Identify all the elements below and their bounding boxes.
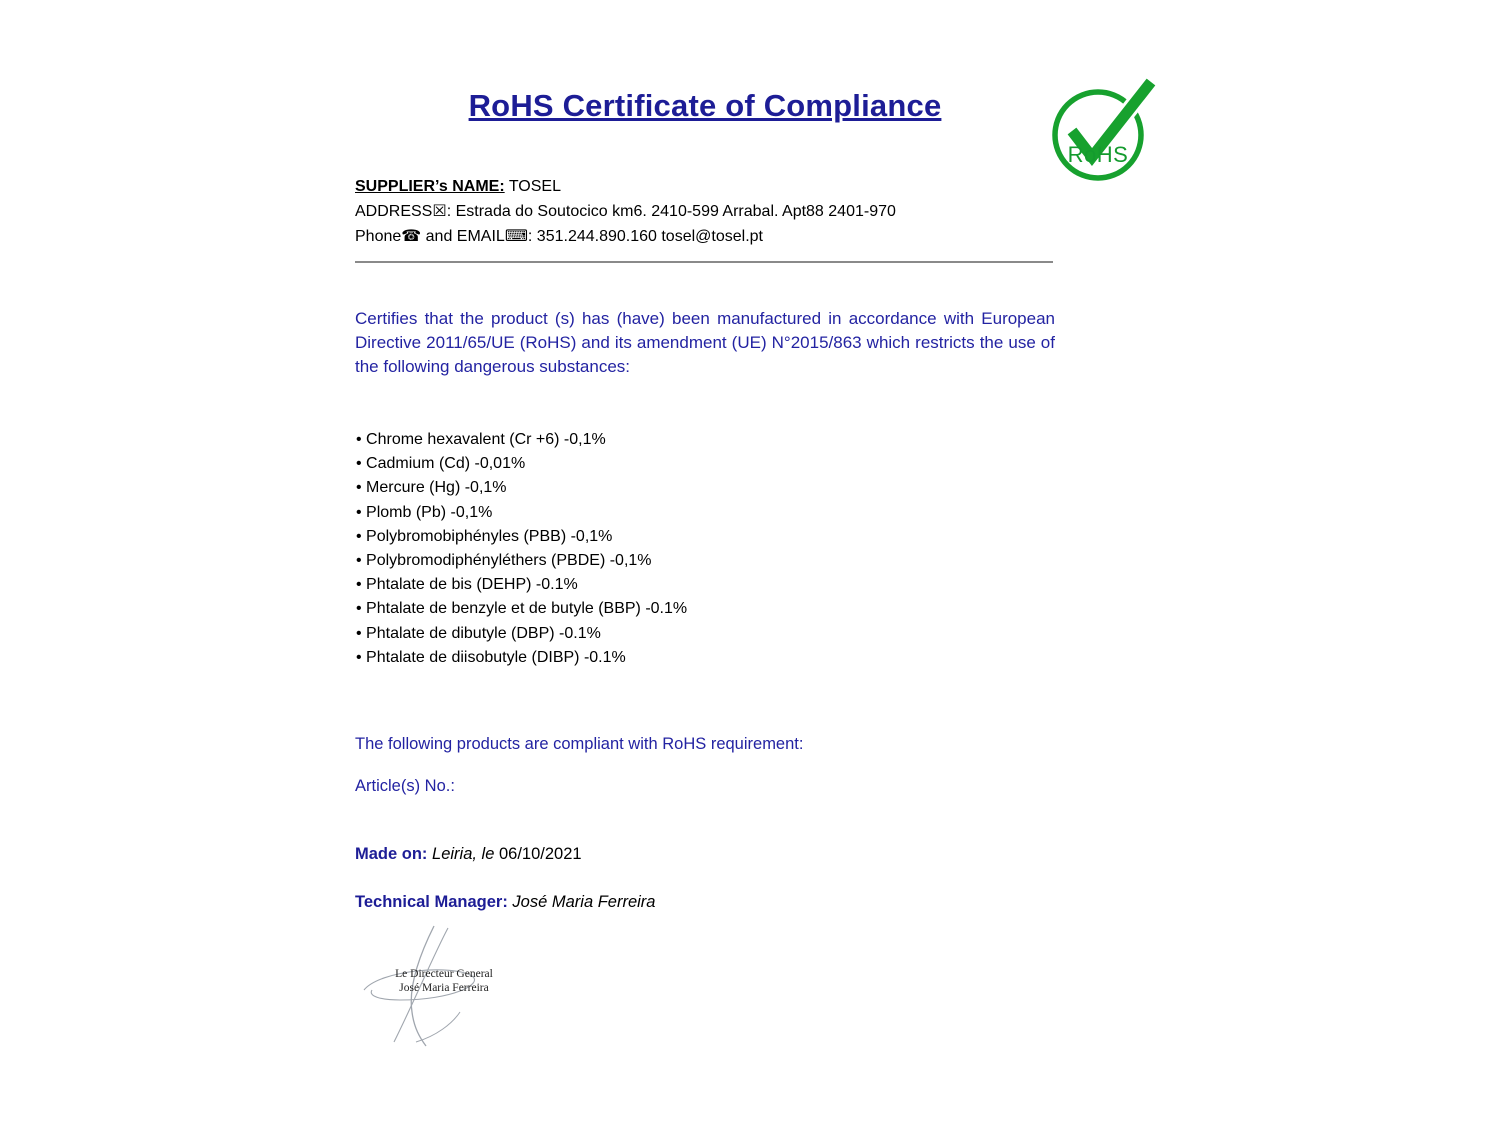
phone-icon: ☎ [401,226,422,245]
substance-item: • Cadmium (Cd) -0,01% [356,452,687,476]
substance-item: • Phtalate de benzyle et de butyle (BBP) -0.1% [356,597,687,621]
signature-title: Le Directeur General [395,968,493,980]
substance-item: • Phtalate de diisobutyle (DIBP) -0.1% [356,646,687,670]
made-on-label: Made on: [355,845,428,863]
address-value: : Estrada do Soutocico km6. 2410-599 Arrabal. Apt88 2401-970 [446,203,896,220]
divider-line [355,261,1053,263]
article-number-label: Article(s) No.: [355,777,455,795]
compliance-statement: The following products are compliant with RoHS requirement: [355,735,804,753]
substance-item: • Polybromodiphényléthers (PBDE) -0,1% [356,549,687,573]
address-label: ADDRESS [355,203,433,220]
made-on-place: Leiria, le [432,845,495,863]
substances-list [356,428,687,670]
substance-item: • Chrome hexavalent (Cr +6) -0,1% [356,428,687,452]
supplier-address-line [355,199,896,224]
supplier-name-line [355,175,896,199]
made-on-line [355,845,582,864]
signature-text [378,968,510,995]
substance-item: • Phtalate de bis (DEHP) -0.1% [356,573,687,597]
substance-item: • Plomb (Pb) -0,1% [356,501,687,525]
substance-item: • Phtalate de dibutyle (DBP) -0.1% [356,622,687,646]
page-title: RoHS Certificate of Compliance [468,88,942,123]
envelope-icon: ☒ [432,201,447,220]
supplier-name-value: TOSEL [508,178,561,195]
signature-name: José Maria Ferreira [399,981,489,994]
computer-icon: ⌨ [504,226,528,245]
email-label: and EMAIL [421,228,505,245]
supplier-contact-line [355,224,896,249]
substance-item: • Polybromobiphényles (PBB) -0,1% [356,525,687,549]
technical-manager-label: Technical Manager: [355,893,508,911]
technical-manager-line [355,893,655,912]
phone-label: Phone [355,228,402,245]
substance-item: • Mercure (Hg) -0,1% [356,476,687,500]
signature-block [356,924,526,1052]
rohs-logo [1050,78,1162,190]
contact-value: : 351.244.890.160 tosel@tosel.pt [527,228,763,245]
certification-paragraph: Certifies that the product (s) has (have) been manufactured in accordance with European Directive 2011/65/UE (RoHS) and its amendment (UE) N°2015/863 which restricts the use of the following dangerous substances: [355,309,1055,376]
supplier-block [355,175,896,249]
supplier-name-label: SUPPLIER’s NAME: [355,178,505,195]
rohs-logo-label: RoHS [1067,142,1129,167]
technical-manager-name: José Maria Ferreira [512,893,656,911]
rohs-check-icon [1050,78,1162,190]
made-on-date: 06/10/2021 [498,845,582,863]
